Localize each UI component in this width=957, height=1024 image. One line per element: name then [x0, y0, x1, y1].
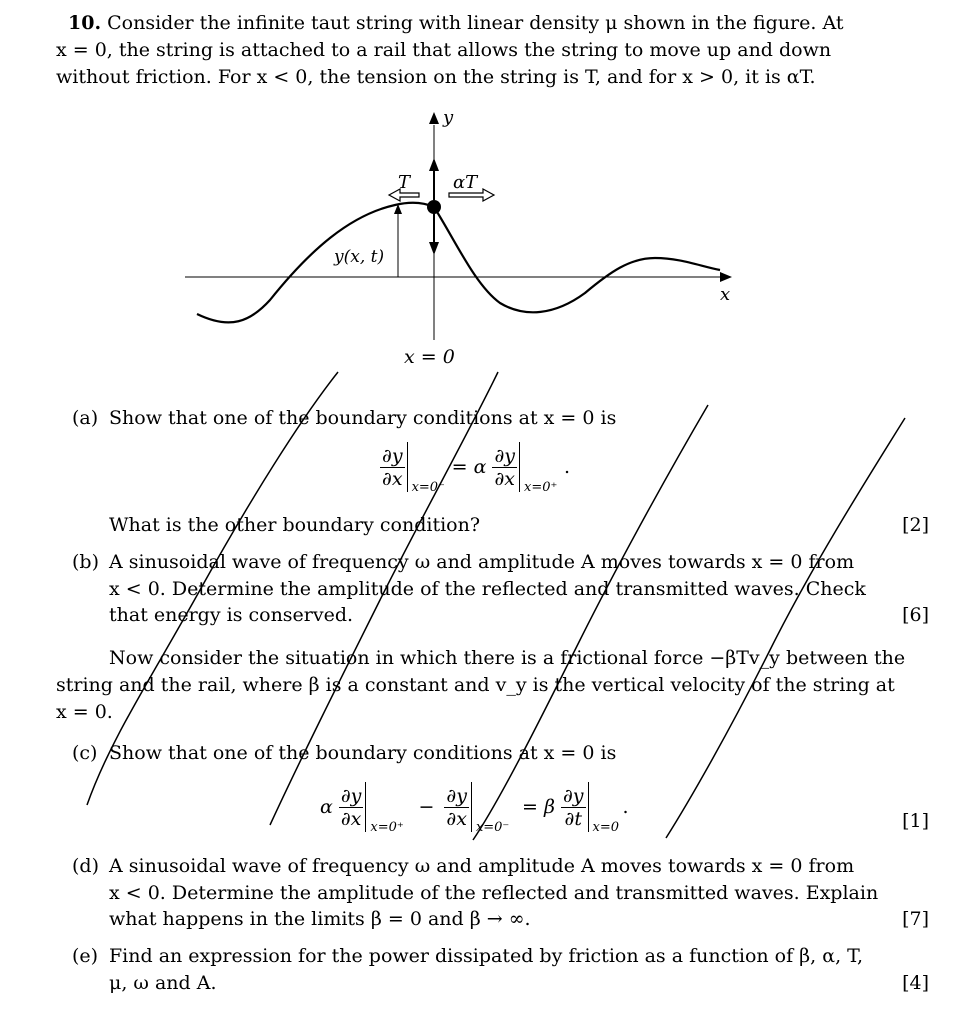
- part-b-line-2: x < 0. Determine the amplitude of the reflected and transmitted waves. Check: [109, 578, 866, 600]
- part-b-marks: [6]: [902, 604, 929, 626]
- x-axis-arrow: [720, 272, 732, 282]
- friction-line-2: string and the rail, where β is a constant and v_y is the vertical velocity of the string at: [56, 674, 895, 696]
- part-d-marks: [7]: [902, 908, 929, 930]
- part-a-label: (a): [72, 407, 99, 429]
- string-figure: [0, 0, 957, 380]
- part-e-label: (e): [72, 945, 99, 967]
- rail-node: [427, 200, 441, 214]
- part-d-line-2: x < 0. Determine the amplitude of the reflected and transmitted waves. Explain: [109, 882, 879, 904]
- part-c-marks: [1]: [902, 810, 929, 832]
- part-d-line-1: A sinusoidal wave of frequency ω and amplitude A moves towards x = 0 from: [109, 855, 855, 877]
- y-axis-arrow: [429, 112, 439, 124]
- down-arrow: [429, 242, 439, 255]
- y-axis-label: y: [443, 107, 454, 128]
- friction-line-1: Now consider the situation in which there is a frictional force −βTv_y between the: [109, 647, 906, 669]
- origin-label: x = 0: [404, 346, 455, 368]
- tension-left-label: T: [398, 172, 411, 193]
- tension-right-label: αT: [453, 172, 478, 193]
- part-b-line-3: that energy is conserved.: [109, 604, 354, 626]
- question-number: 10.: [68, 12, 102, 34]
- part-a-text-2: What is the other boundary condition?: [109, 514, 481, 536]
- part-e-marks: [4]: [902, 972, 929, 994]
- part-a-marks: [2]: [902, 514, 929, 536]
- question-intro-line-3: without friction. For x < 0, the tension on the string is T, and for x > 0, it is αT.: [56, 66, 816, 88]
- part-c-text: Show that one of the boundary conditions at x = 0 is: [109, 742, 617, 764]
- part-b-line-1: A sinusoidal wave of frequency ω and amplitude A moves towards x = 0 from: [109, 551, 855, 573]
- intro-text-1: Consider the infinite taut string with linear density μ shown in the figure. At: [107, 12, 844, 34]
- part-c-equation: α $\frac{\partial y}{\partial x}$ x=0⁺ − $\frac{\partial y}{\partial x}$ x=0⁻ = β $\frac{\partial y}{\partial t}$ x=0 .: [320, 782, 629, 832]
- part-d-line-3: what happens in the limits β = 0 and β → ∞.: [109, 908, 531, 930]
- x-axis-label: x: [720, 284, 731, 305]
- part-c-label: (c): [72, 742, 98, 764]
- part-d-label: (d): [72, 855, 99, 877]
- friction-line-3: x = 0.: [56, 701, 113, 723]
- part-a-equation: $\frac{\partial y}{\partial x}$ x=0⁻ = α $\frac{\partial y}{\partial x}$ x=0⁺ .: [380, 442, 570, 492]
- question-intro-line-2: x = 0, the string is attached to a rail that allows the string to move up and down: [56, 39, 832, 61]
- part-e-line-1: Find an expression for the power dissipated by friction as a function of β, α, T,: [109, 945, 864, 967]
- string-curve: [197, 203, 720, 323]
- part-e-line-2: μ, ω and A.: [109, 972, 217, 994]
- up-arrow: [429, 158, 439, 171]
- strike-line-4: [666, 418, 905, 838]
- displacement-label: y(x, t): [334, 247, 385, 267]
- part-a-text: Show that one of the boundary conditions at x = 0 is: [109, 407, 617, 429]
- part-b-label: (b): [72, 551, 99, 573]
